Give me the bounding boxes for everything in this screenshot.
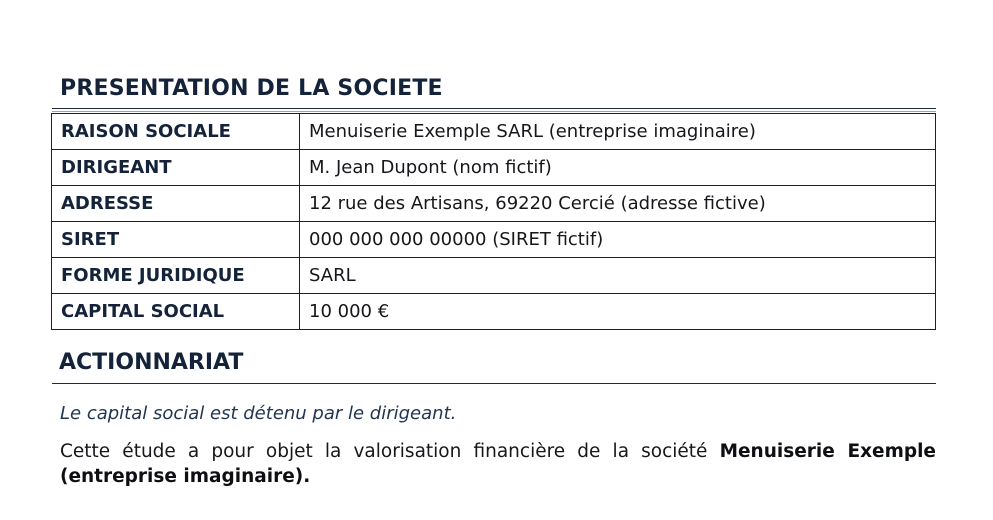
paragraph-text: Cette étude a pour objet la valorisation financière de la société (60, 441, 720, 462)
section-divider (52, 108, 936, 112)
row-label: CAPITAL SOCIAL (52, 294, 300, 330)
row-label: ADRESSE (52, 186, 300, 222)
table-row (52, 114, 936, 150)
table-row (52, 186, 936, 222)
table-row (52, 258, 936, 294)
section-title-actionnariat: ACTIONNARIAT (59, 350, 244, 375)
row-label: RAISON SOCIALE (52, 114, 300, 150)
row-label: DIRIGEANT (52, 150, 300, 186)
purpose-paragraph (60, 439, 936, 489)
row-value: 000 000 000 00000 (SIRET fictif) (300, 222, 936, 258)
company-name-bold: Menuiserie Exemple (entreprise imaginaire). (60, 441, 936, 487)
table-row (52, 222, 936, 258)
row-value: 12 rue des Artisans, 69220 Cercié (adresse fictive) (300, 186, 936, 222)
row-value: SARL (300, 258, 936, 294)
shareholding-note: Le capital social est détenu par le dirigeant. (60, 403, 457, 424)
row-value: 10 000 € (300, 294, 936, 330)
section-divider (52, 383, 936, 384)
company-info-table (51, 113, 936, 330)
row-value: Menuiserie Exemple SARL (entreprise imaginaire) (300, 114, 936, 150)
table-row (52, 150, 936, 186)
row-label: FORME JURIDIQUE (52, 258, 300, 294)
row-label: SIRET (52, 222, 300, 258)
section-title-presentation: PRESENTATION DE LA SOCIETE (60, 76, 443, 101)
table-row (52, 294, 936, 330)
row-value: M. Jean Dupont (nom fictif) (300, 150, 936, 186)
